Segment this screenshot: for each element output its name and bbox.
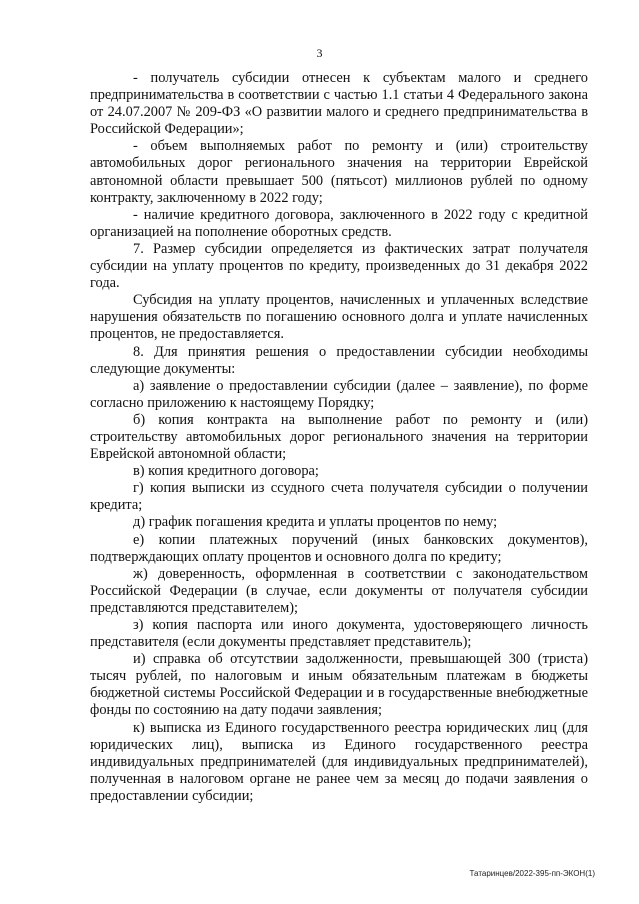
paragraph-clause-8: 8. Для принятия решения о предоставлении субсидии необходимы следующие документы: xyxy=(90,343,588,377)
paragraph-condition-works-volume: - объем выполняемых работ по ремонту и (или) строительству автомобильных дорог регионального значения на территории Еврейской автономной области превышает 500 (пятьсот) миллионов рублей по одному контракту, заключенному в 2022 году; xyxy=(90,138,588,206)
paragraph-condition-credit-agreement: - наличие кредитного договора, заключенного в 2022 году с кредитной организацией на пополнение оборотных средств. xyxy=(90,206,588,240)
list-item-v: в) копия кредитного договора; xyxy=(133,463,319,480)
paragraph-penalty-interest: Субсидия на уплату процентов, начисленных и уплаченных вследствие нарушения обязательств по погашению основного долга и уплате начисленных процентов, не предоставляется. xyxy=(90,292,588,343)
list-item-i: и) справка об отсутствии задолженности, превышающей 300 (триста) тысяч рублей, по налоговым и иным обязательным платежам в бюджеты бюджетной системы Российской Федерации и в государственные внебюджетные фонды по состоянию на дату подачи заявления; xyxy=(90,651,588,719)
document-body xyxy=(90,70,588,805)
list-item-d: д) график погашения кредита и уплаты процентов по нему; xyxy=(133,514,498,531)
list-item-a: а) заявление о предоставлении субсидии (далее – заявление), по форме согласно приложению к настоящему Порядку; xyxy=(90,377,588,411)
list-item-b: б) копия контракта на выполнение работ по ремонту и (или) строительству автомобильных дорог регионального значения на территории Еврейской автономной области; xyxy=(90,411,588,463)
footer-document-code: Татаринцев/2022-395-пп-ЭКОН(1) xyxy=(469,869,595,878)
page-number: 3 xyxy=(316,46,323,60)
paragraph-condition-smb: - получатель субсидии отнесен к субъектам малого и среднего предпринимательства в соответствии с частью 1.1 статьи 4 Федерального закона от 24.07.2007 № 209-ФЗ «О развитии малого и среднего предпринимательства в Российской Федерации»; xyxy=(90,70,588,138)
list-item-k: к) выписка из Единого государственного реестра юридических лиц (для юридических лиц), выписка из Единого государственного реестра индивидуальных предпринимателей (для индивидуальных предпринимателей), полученная в налоговом органе не ранее чем за месяц до подачи заявления о предоставлении субсидии; xyxy=(90,719,588,804)
list-item-g: г) копия выписки из ссудного счета получателя субсидии о получении кредита; xyxy=(90,480,588,514)
list-item-zh: ж) доверенность, оформленная в соответствии с законодательством Российской Федерации (в случае, если документы от получателя субсидии представляются представителем); xyxy=(90,565,588,616)
list-item-e: е) копии платежных поручений (иных банковских документов), подтверждающих оплату процентов и основного долга по кредиту; xyxy=(90,531,588,565)
list-item-z: з) копия паспорта или иного документа, удостоверяющего личность представителя (если документы представляет представитель); xyxy=(90,617,588,651)
paragraph-clause-7: 7. Размер субсидии определяется из фактических затрат получателя субсидии на уплату процентов по кредиту, произведенных до 31 декабря 2022 года. xyxy=(90,240,588,292)
